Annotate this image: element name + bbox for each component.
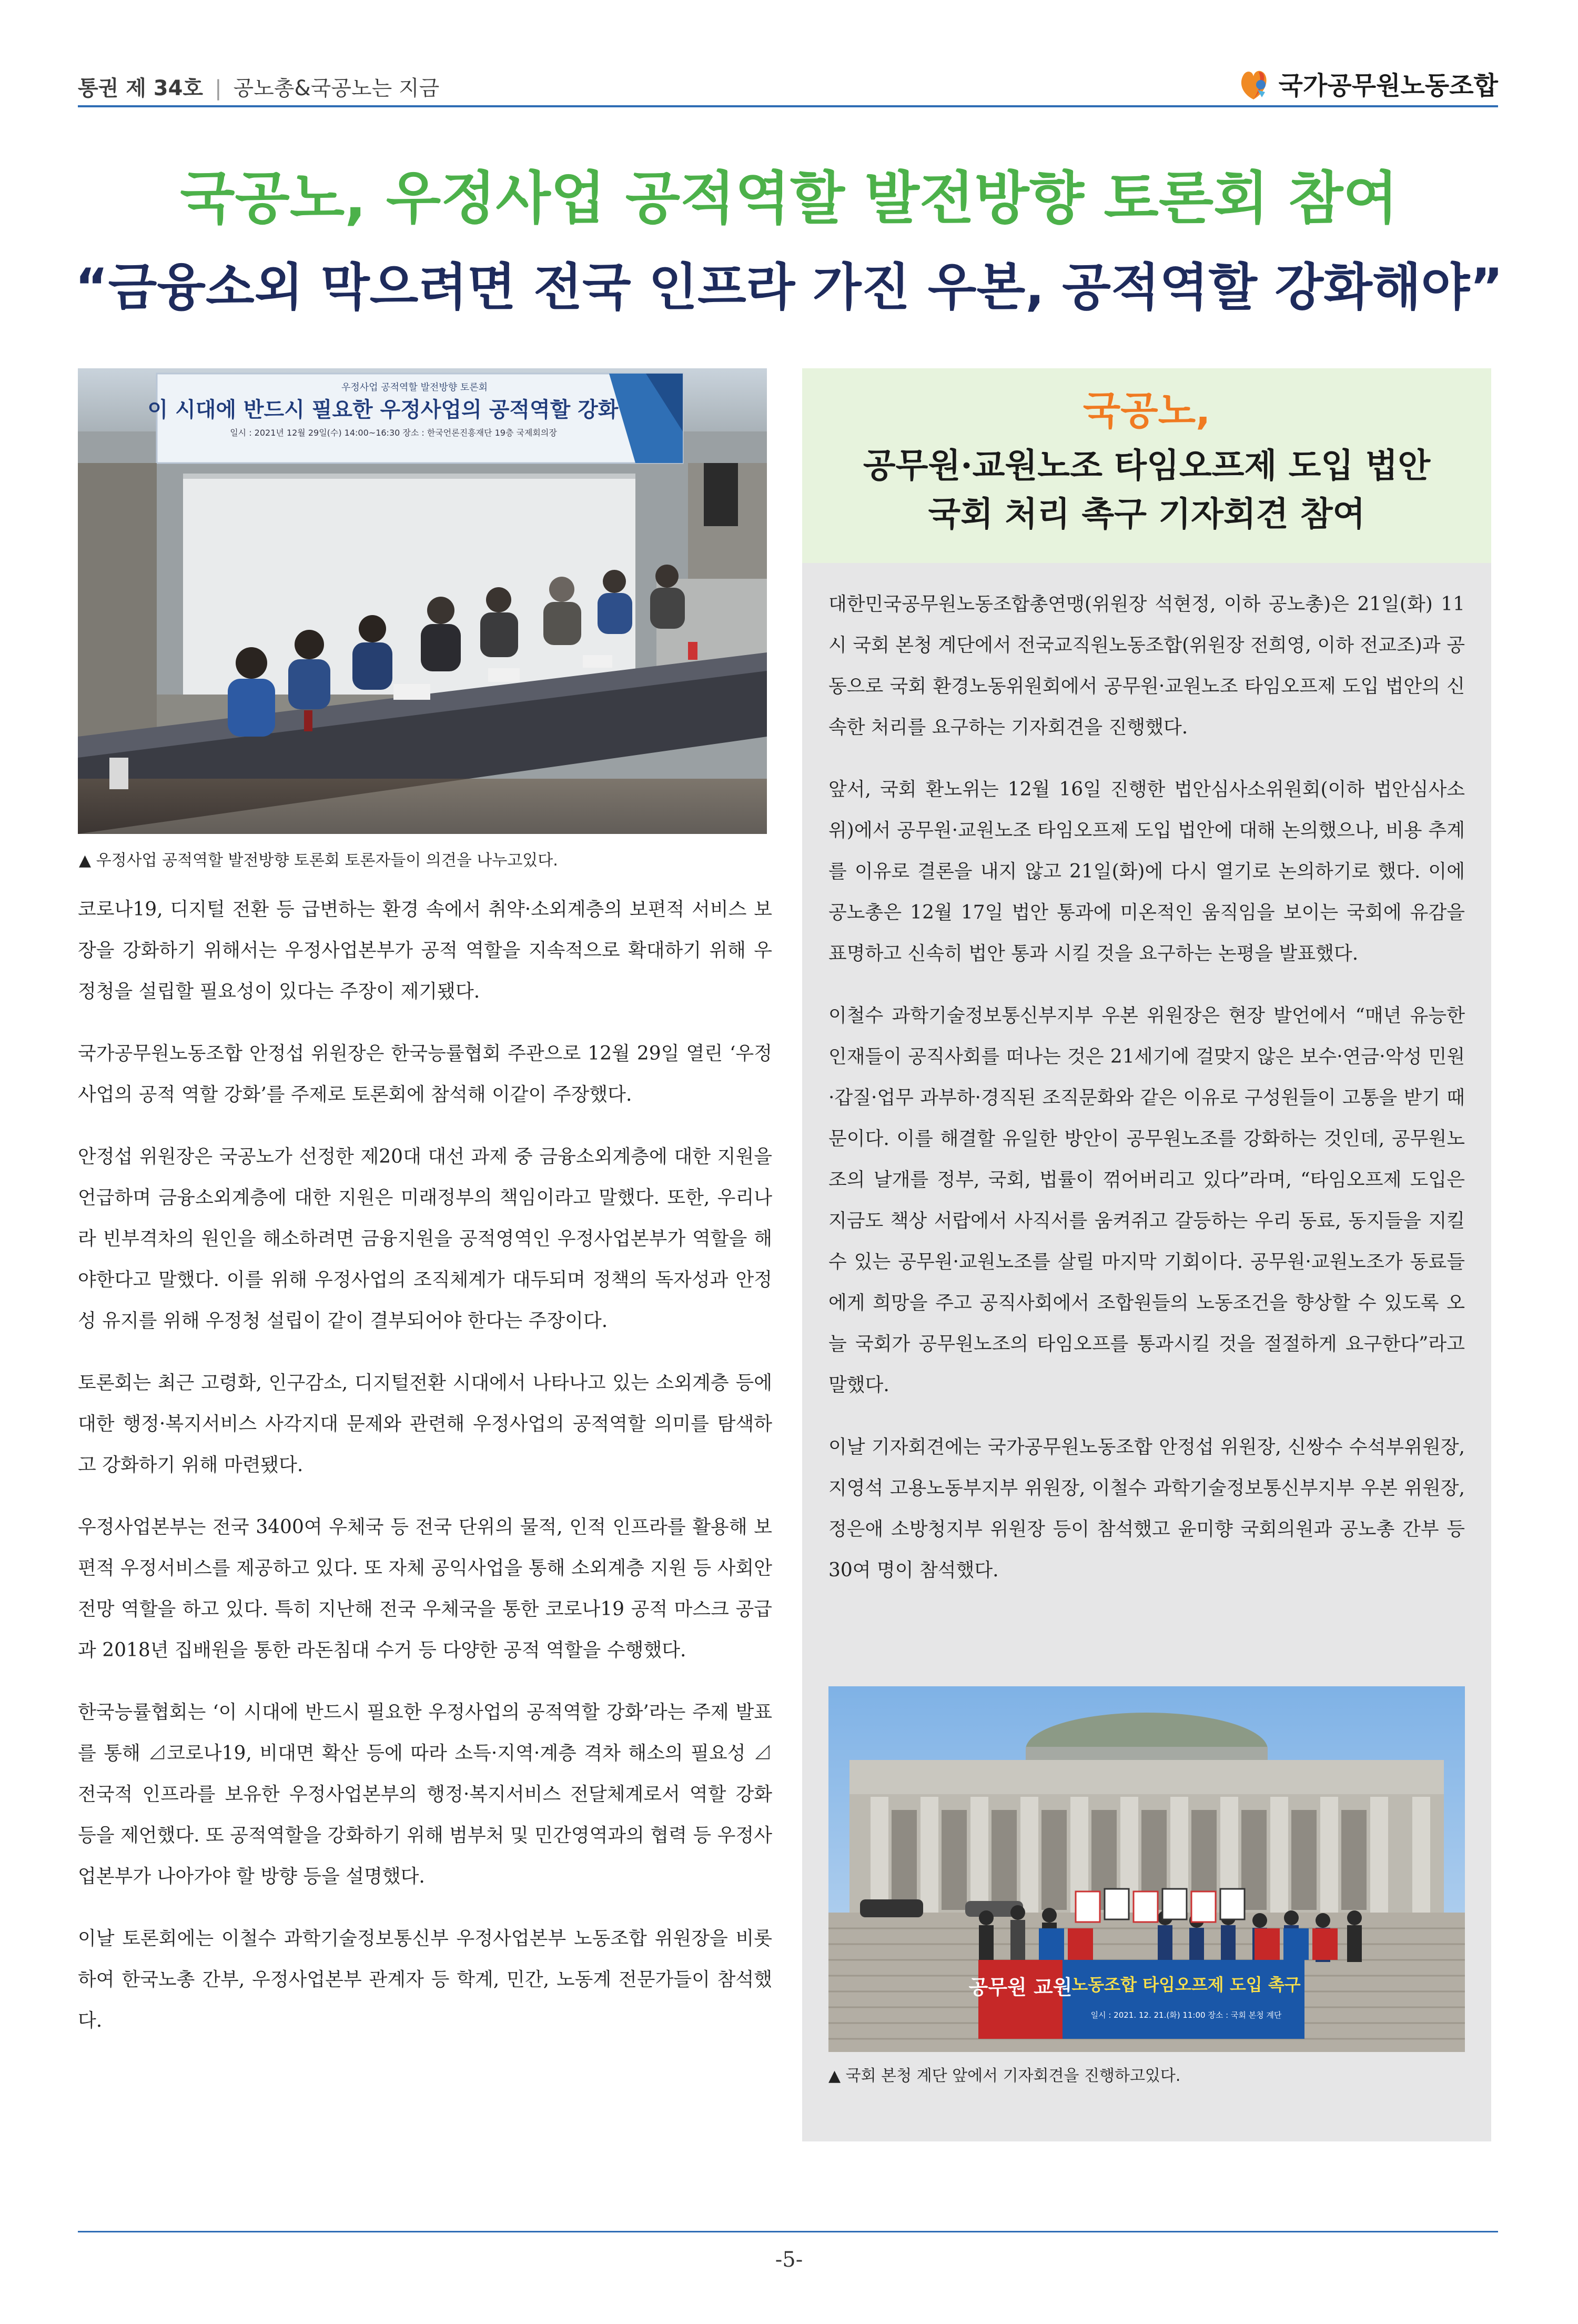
issue-number: 통권 제 34호 [78, 76, 204, 100]
assembly-photo [828, 1686, 1465, 2052]
article-paragraph: 한국능률협회는 ‘이 시대에 반드시 필요한 우정사업의 공적역할 강화’라는 주제 발표를 통해 ⊿코로나19, 비대면 확산 등에 따라 소득·지역·계층 격차 해소의 필요성 ⊿전국적 인프라를 보유한 우정사업본부의 행정·복지서비스 전달체계로서 역할 강화 등을 제언했다. 또 공적역할을 강화하기 위해 범부처 및 민간영역과의 협력 등 우정사업본부가 나아가야 할 방향 등을 설명했다. [78, 1702, 772, 1887]
union-logo [1238, 62, 1498, 104]
article-paragraph: 코로나19, 디지털 전환 등 급변하는 환경 속에서 취약·소외계층의 보편적 서비스 보장을 강화하기 위해서는 우정사업본부가 공적 역할을 지속적으로 확대하기 위해 우정청을 설립할 필요성이 있다는 주장이 제기됐다. [78, 899, 772, 1002]
header-rule [78, 105, 1498, 107]
sidebar-title-line: 공무원·교원노조 타임오프제 도입 법안 [863, 446, 1431, 486]
article-paragraph: 이날 토론회에는 이철수 과학기술정보통신부 우정사업본부 노동조합 위원장을 비롯하여 한국노총 간부, 우정사업본부 관계자 등 학계, 민간, 노동계 전문가들이 참석했다. [78, 1928, 772, 2031]
article-paragraph: 토론회는 최근 고령화, 인구감소, 디지털전환 시대에서 나타나고 있는 소외계층 등에 대한 행정·복지서비스 사각지대 문제와 관련해 우정사업의 공적역할 의미를 탐색하고 강화하기 위해 마련됐다. [78, 1372, 772, 1476]
union-logo-icon [1238, 66, 1270, 100]
sidebar-title [802, 442, 1491, 539]
section-name: 공노총&국공노는 지금 [233, 76, 440, 100]
assembly-banner-left: 공무원 교원 [968, 1976, 1073, 1999]
sidebar-paragraph: 앞서, 국회 환노위는 12월 16일 진행한 법안심사소위원회(이하 법안심사소위)에서 공무원·교원노조 타임오프제 도입 법안에 대해 논의했으나, 비용 추계를 이유로 결론을 내지 않고 21일(화)에 다시 열기로 논의하기로 했다. 이에 공노총은 12월 17일 법안 통과에 미온적인 움직임을 보이는 국회에 유감을 표명하고 신속히 법안 통과 시킬 것을 요구하는 논평을 발표했다. [828, 779, 1465, 964]
assembly-photo-caption: ▲ 국회 본청 계단 앞에서 기자회견을 진행하고있다. [828, 2067, 1181, 2085]
sidebar-header [802, 368, 1491, 563]
sidebar-title-line: 국회 처리 촉구 기자회견 참여 [928, 495, 1365, 534]
sidebar-body [828, 584, 1465, 1612]
header-separator: | [215, 76, 222, 100]
forum-banner-main: 이 시대에 반드시 필요한 우정사업의 공적역할 강화 [147, 398, 619, 422]
sidebar-paragraph: 이날 기자회견에는 국가공무원노동조합 안정섭 위원장, 신쌍수 수석부위원장, 지영석 고용노동부지부 위원장, 이철수 과학기술정보통신부지부 우본 위원장, 정은애 소방청지부 위원장 등이 참석했고 윤미향 국회의원과 공노총 간부 등 30여 명이 참석했다. [828, 1436, 1465, 1581]
page-header [78, 62, 1498, 109]
sidebar-paragraph: 이철수 과학기술정보통신부지부 우본 위원장은 현장 발언에서 “매년 유능한 인재들이 공직사회를 떠나는 것은 21세기에 걸맞지 않은 보수·연금·악성 민원·갑질·업무 과부하·경직된 조직문화와 같은 이유로 구성원들이 고통을 받기 때문이다. 이를 해결할 유일한 방안이 공무원노조를 강화하는 것인데, 공무원노조의 날개를 정부, 국회, 법률이 꺾어버리고 있다”라며, “타임오프제 도입은 지금도 책상 서랍에서 사직서를 움켜쥐고 갈등하는 우리 동료, 동지들을 지킬 수 있는 공무원·교원노조를 살릴 마지막 기회이다. 공무원·교원노조가 동료들에게 희망을 주고 공직사회에서 조합원들의 노동조건을 향상할 수 있도록 오늘 국회가 공무원노조의 타임오프를 통과시킬 것을 절절하게 요구한다”라고 말했다. [828, 1005, 1465, 1396]
article-paragraph: 국가공무원노동조합 안정섭 위원장은 한국능률협회 주관으로 12월 29일 열린 ‘우정사업의 공적 역할 강화’를 주제로 토론회에 참석해 이같이 주장했다. [78, 1043, 772, 1105]
sidebar-paragraph: 대한민국공무원노동조합총연맹(위원장 석현정, 이하 공노총)은 21일(화) 11시 국회 본청 계단에서 전국교직원노동조합(위원장 전희영, 이하 전교조)과 공동으로 국회 환경노동위원회에서 공무원·교원노조 타임오프제 도입 법안의 신속한 처리를 요구하는 기자회견을 진행했다. [828, 593, 1465, 738]
assembly-banner-main: 노동조합 타임오프제 도입 촉구 [1071, 1975, 1301, 1995]
logo-text: 국가공무원노동조합 [1278, 71, 1498, 100]
article-subtitle: “금융소외 막으려면 전국 인프라 가진 우본, 공적역할 강화해야” [75, 258, 1503, 317]
forum-photo [78, 368, 767, 834]
page-number: -5- [775, 2248, 803, 2272]
article-title: 국공노, 우정사업 공적역할 발전방향 토론회 참여 [180, 166, 1398, 232]
article-paragraph: 안정섭 위원장은 국공노가 선정한 제20대 대선 과제 중 금융소외계층에 대한 지원을 언급하며 금융소외계층에 대한 지원은 미래정부의 책임이라고 말했다. 또한, 우리나라 빈부격차의 원인을 해소하려면 금융지원을 공적영역인 우정사업본부가 역할을 해야한다고 말했다. 이를 위해 우정사업의 조직체계가 대두되며 정책의 독자성과 안정성 유지를 위해 우정청 설립이 같이 결부되어야 한다는 주장이다. [78, 1146, 772, 1332]
forum-banner-small: 우정사업 공적역할 발전방향 토론회 [341, 382, 488, 393]
sidebar-kicker: 국공노, [1083, 388, 1211, 434]
article-body [78, 889, 772, 2063]
footer-rule [78, 2231, 1498, 2232]
article-paragraph: 우정사업본부는 전국 3400여 우체국 등 전국 단위의 물적, 인적 인프라를 활용해 보편적 우정서비스를 제공하고 있다. 또 자체 공익사업을 통해 소외계층 지원 등 사회안전망 역할을 하고 있다. 특히 지난해 전국 우체국을 통한 코로나19 공적 마스크 공급과 2018년 집배원을 통한 라돈침대 수거 등 다양한 공적 역할을 수행했다. [78, 1516, 772, 1661]
forum-banner-info: 일시 : 2021년 12월 29일(수) 14:00~16:30 장소 : 한국언론진흥재단 19층 국제회의장 [230, 428, 557, 438]
forum-photo-caption: ▲ 우정사업 공적역할 발전방향 토론회 토론자들이 의견을 나누고있다. [79, 851, 558, 870]
issue-line [78, 72, 439, 102]
assembly-banner-info: 일시 : 2021. 12. 21.(화) 11:00 장소 : 국회 본청 계단 [1090, 2010, 1282, 2020]
